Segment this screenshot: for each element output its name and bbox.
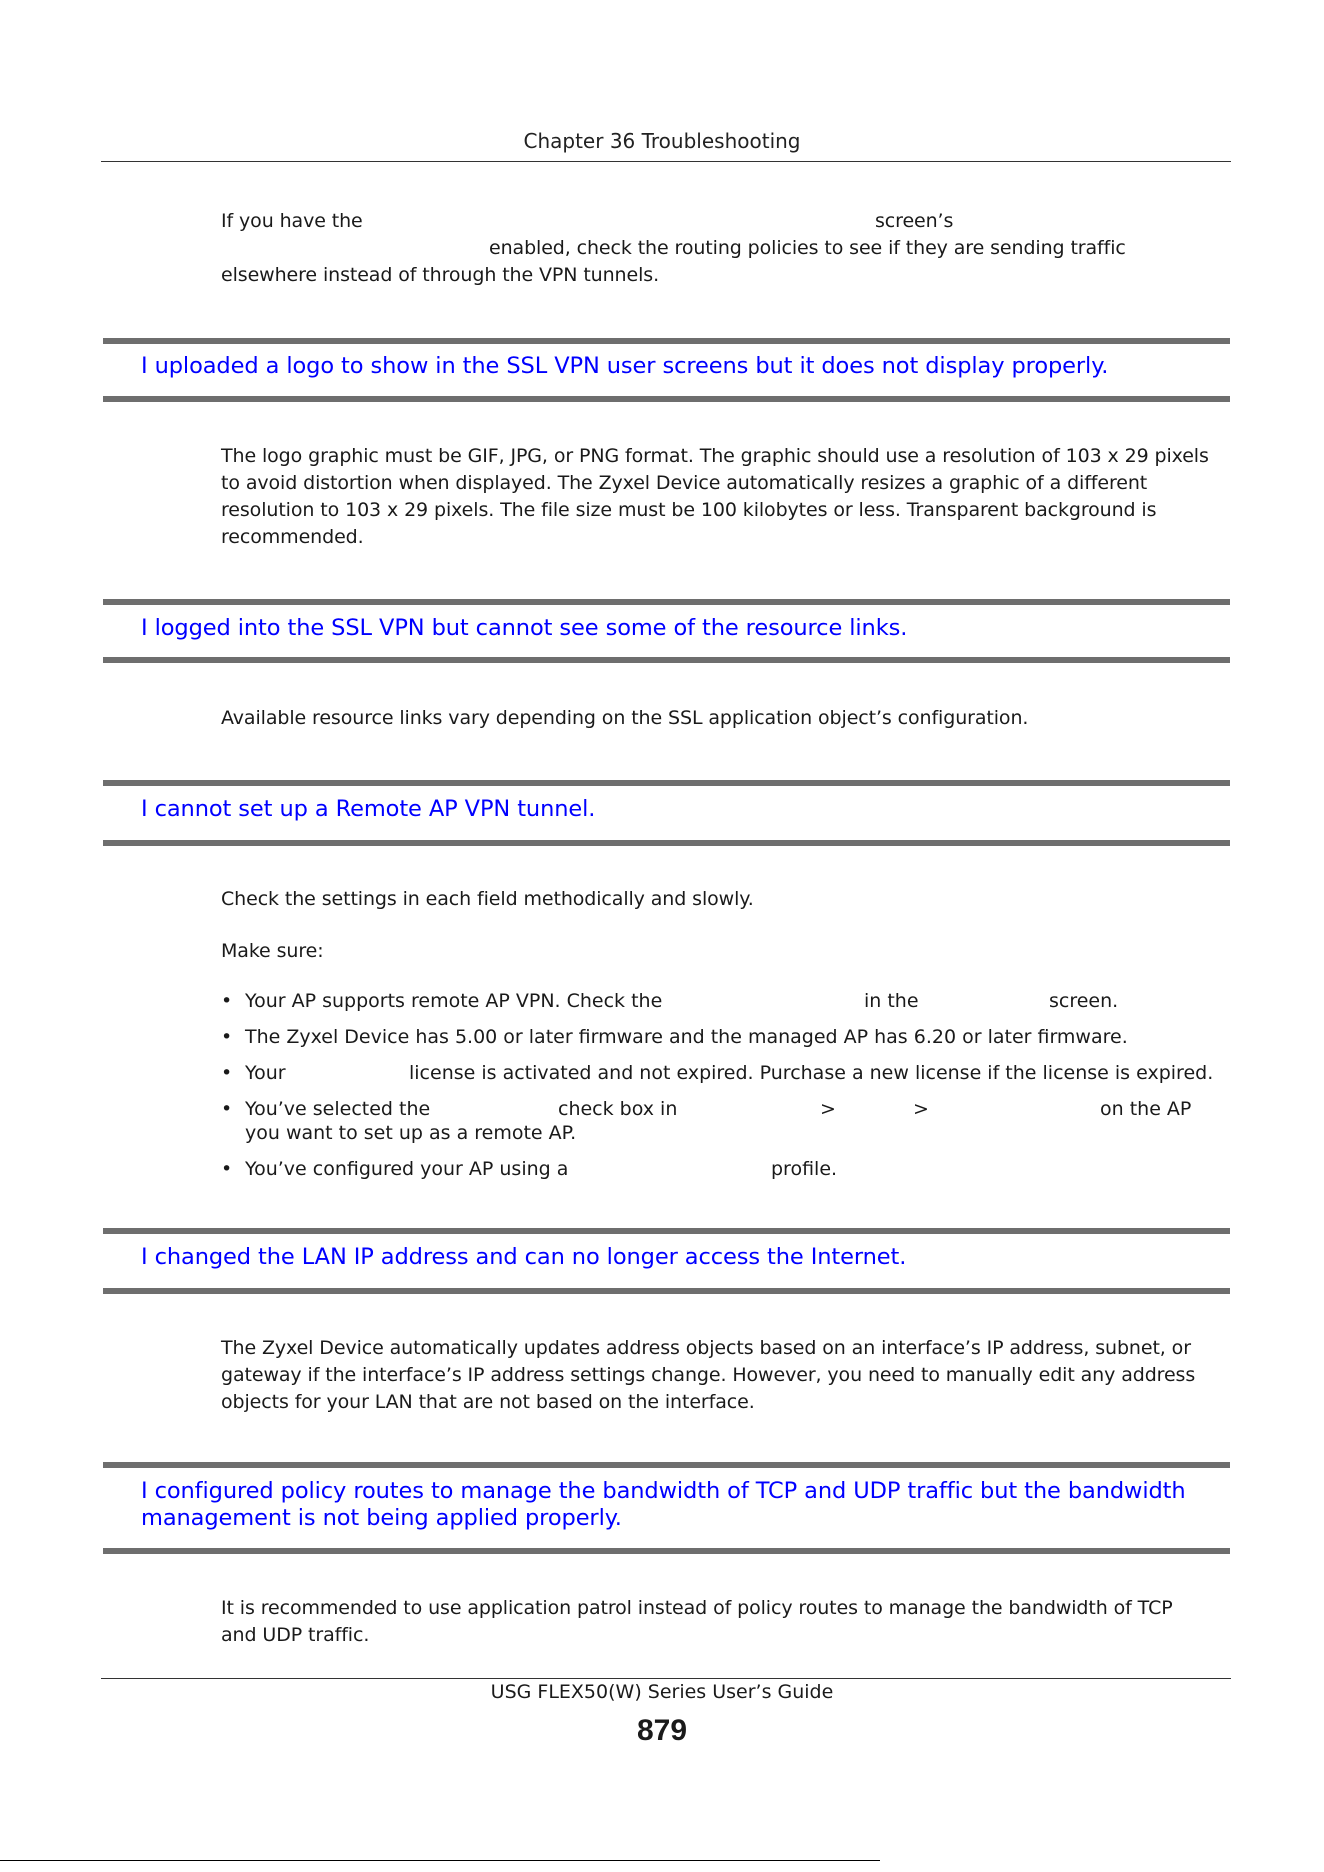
guide-title: USG FLEX50(W) Series User’s Guide	[490, 1681, 834, 1703]
section-divider-top	[103, 599, 1230, 605]
bullet-marker: •	[221, 1098, 233, 1120]
section-divider-bottom	[103, 1288, 1230, 1294]
section-heading: I logged into the SSL VPN but cannot see some of the resource links.	[141, 615, 908, 641]
section-divider-bottom	[103, 1548, 1230, 1554]
bullet-marker: •	[221, 1158, 233, 1180]
paragraph-line: It is recommended to use application patrol instead of policy routes to manage the bandwidth of TCP	[221, 1597, 1173, 1619]
bullet-text: you want to set up as a remote AP.	[245, 1122, 577, 1144]
bullet-text: Your	[245, 1062, 286, 1084]
paragraph-line: to avoid distortion when displayed. The Zyxel Device automatically resizes a graphic of a different	[221, 472, 1148, 494]
paragraph-line: gateway if the interface’s IP address settings change. However, you need to manually edit any address	[221, 1364, 1196, 1386]
section-heading: I uploaded a logo to show in the SSL VPN user screens but it does not display properly.	[141, 353, 1109, 379]
paragraph-line: resolution to 103 x 29 pixels. The file size must be 100 kilobytes or less. Transparent background is	[221, 499, 1157, 521]
section-divider-top	[103, 1462, 1230, 1468]
intro-line-2: enabled, check the routing policies to see if they are sending traffic	[489, 237, 1126, 259]
section-divider-bottom	[103, 840, 1230, 846]
page-number: 879	[636, 1714, 688, 1747]
paragraph-line: and UDP traffic.	[221, 1624, 370, 1646]
bullet-marker: •	[221, 1062, 233, 1084]
bottom-edge-rule	[0, 1860, 880, 1861]
bullet-text: license is activated and not expired. Purchase a new license if the license is expired.	[409, 1062, 1214, 1084]
bullet-text: >	[913, 1098, 929, 1120]
chapter-title: Chapter 36 Troubleshooting	[523, 129, 801, 153]
bullet-marker: •	[221, 1026, 233, 1048]
bullet-text: Your AP supports remote AP VPN. Check the	[245, 990, 663, 1012]
section-divider-top	[103, 1228, 1230, 1234]
bullet-text: >	[820, 1098, 836, 1120]
paragraph-line: Check the settings in each field methodically and slowly.	[221, 888, 754, 910]
bullet-text: screen.	[1049, 990, 1119, 1012]
paragraph-line: The Zyxel Device automatically updates address objects based on an interface’s IP address, subnet, or	[221, 1337, 1191, 1359]
header-divider	[101, 161, 1231, 162]
bullet-marker: •	[221, 990, 233, 1012]
section-heading: I changed the LAN IP address and can no longer access the Internet.	[141, 1244, 907, 1270]
paragraph-line: objects for your LAN that are not based on the interface.	[221, 1391, 755, 1413]
section-divider-top	[103, 338, 1230, 344]
section-heading-line-1: I configured policy routes to manage the bandwidth of TCP and UDP traffic but the bandwidth	[141, 1478, 1186, 1504]
section-divider-bottom	[103, 657, 1230, 663]
section-heading: I cannot set up a Remote AP VPN tunnel.	[141, 796, 596, 822]
bullet-text: profile.	[771, 1158, 838, 1180]
bullet-text: You’ve configured your AP using a	[245, 1158, 569, 1180]
bullet-text: check box in	[558, 1098, 678, 1120]
bullet-text: You’ve selected the	[245, 1098, 431, 1120]
intro-line-1b: screen’s	[875, 210, 954, 232]
intro-line-1a: If you have the	[221, 210, 363, 232]
paragraph-line: recommended.	[221, 526, 364, 548]
bullet-text: on the AP	[1100, 1098, 1192, 1120]
bullet-text: in the	[864, 990, 919, 1012]
paragraph-line: Make sure:	[221, 940, 324, 962]
paragraph-line: Available resource links vary depending on the SSL application object’s configuration.	[221, 707, 1029, 729]
section-divider-top	[103, 780, 1230, 786]
section-heading-line-2: management is not being applied properly.	[141, 1505, 622, 1531]
section-divider-bottom	[103, 396, 1230, 402]
paragraph-line: The logo graphic must be GIF, JPG, or PNG format. The graphic should use a resolution of 103 x 29 pixels	[221, 445, 1209, 467]
bullet-text: The Zyxel Device has 5.00 or later firmware and the managed AP has 6.20 or later firmware.	[245, 1026, 1128, 1048]
intro-line-3: elsewhere instead of through the VPN tunnels.	[221, 264, 660, 286]
